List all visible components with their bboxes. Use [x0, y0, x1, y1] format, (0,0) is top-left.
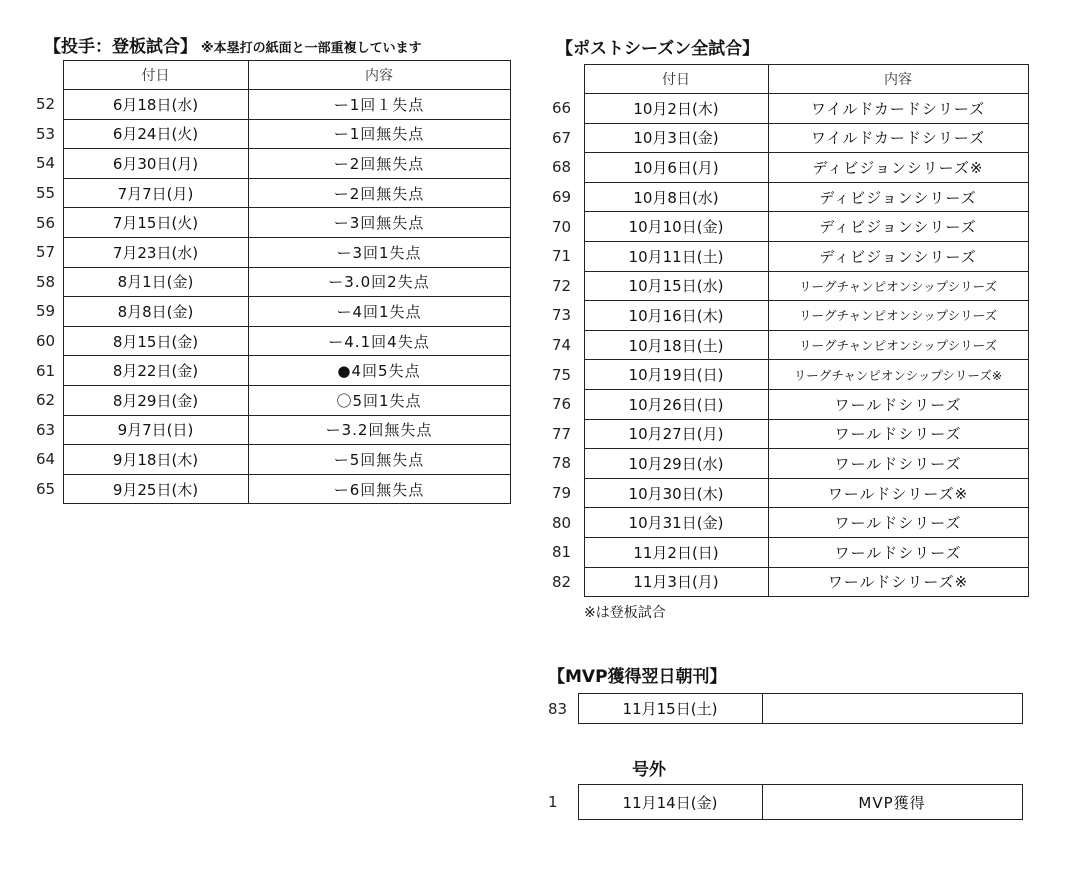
pitching-row-date: 8月29日(金) [63, 385, 248, 415]
postseason-row-content: リーグチャンピオンシップシリーズ [768, 271, 1028, 301]
postseason-row-content: ワールドシリーズ※ [768, 567, 1028, 597]
pitching-title-text: 【投手：登板試合】 [44, 37, 197, 57]
postseason-header-no [552, 65, 584, 94]
postseason-row [552, 182, 1028, 212]
extra-row [548, 785, 1022, 820]
postseason-row-content: リーグチャンピオンシップシリーズ※ [768, 360, 1028, 390]
pitching-row-date: 7月15日(火) [63, 208, 248, 238]
pitching-row-date: 6月30日(月) [63, 149, 248, 179]
pitching-row-content: ー3回無失点 [248, 208, 510, 238]
pitching-row [36, 326, 510, 356]
postseason-row-number: 74 [552, 336, 572, 355]
mvp-row [548, 694, 1022, 724]
postseason-row-date: 10月19日(日) [584, 360, 768, 390]
postseason-row-date: 10月8日(水) [584, 182, 768, 212]
postseason-header-content: 内容 [768, 65, 1028, 94]
pitching-row-content: ー2回無失点 [248, 178, 510, 208]
postseason-row [552, 567, 1028, 597]
postseason-row [552, 449, 1028, 479]
pitching-note: ※本塁打の紙面と一部重複しています [201, 41, 422, 56]
postseason-row-content: ディビジョンシリーズ [768, 241, 1028, 271]
postseason-row [552, 330, 1028, 360]
extra-row-number: 1 [548, 793, 558, 811]
postseason-row-number: 82 [552, 572, 572, 591]
pitching-row-content: ●4回5失点 [248, 356, 510, 386]
postseason-header-date: 付日 [584, 65, 768, 94]
postseason-row-content: リーグチャンピオンシップシリーズ [768, 301, 1028, 331]
postseason-row-number: 78 [552, 454, 572, 473]
pitching-row-content: ー3.0回2失点 [248, 267, 510, 297]
postseason-row-content: ディビジョンシリーズ [768, 212, 1028, 242]
mvp-title-text: 【MVP獲得翌日朝刊】 [548, 667, 727, 687]
pitching-row-content: ー4.1回4失点 [248, 326, 510, 356]
pitching-row [36, 385, 510, 415]
postseason-row-number: 79 [552, 484, 572, 503]
pitching-row [36, 356, 510, 386]
pitching-row-number: 54 [36, 154, 56, 173]
postseason-row-number: 71 [552, 247, 572, 266]
postseason-row-date: 10月30日(木) [584, 478, 768, 508]
pitching-row [36, 474, 510, 504]
postseason-row [552, 123, 1028, 153]
extra-row-date: 11月14日(金) [578, 785, 762, 820]
pitching-row-number: 65 [36, 480, 56, 499]
extra-row-content: MVP獲得 [762, 785, 1022, 820]
pitching-row-content: 〇5回1失点 [248, 385, 510, 415]
postseason-row-date: 10月6日(月) [584, 153, 768, 183]
pitching-table [36, 60, 511, 504]
postseason-row [552, 271, 1028, 301]
postseason-row-number: 68 [552, 158, 572, 177]
pitching-row-date: 8月8日(金) [63, 297, 248, 327]
pitching-row-number: 58 [36, 272, 56, 291]
postseason-row-date: 10月16日(木) [584, 301, 768, 331]
postseason-row [552, 153, 1028, 183]
pitching-row-number: 53 [36, 124, 56, 143]
postseason-row [552, 508, 1028, 538]
postseason-row-content: ワイルドカードシリーズ [768, 123, 1028, 153]
pitching-row-date: 9月18日(木) [63, 445, 248, 475]
pitching-row-date: 7月7日(月) [63, 178, 248, 208]
pitching-row-number: 59 [36, 302, 56, 321]
pitching-row-date: 8月15日(金) [63, 326, 248, 356]
postseason-row-content: ワールドシリーズ [768, 389, 1028, 419]
postseason-row [552, 419, 1028, 449]
postseason-row-date: 10月10日(金) [584, 212, 768, 242]
pitching-row [36, 445, 510, 475]
postseason-row-content: ワールドシリーズ※ [768, 478, 1028, 508]
pitching-row-content: ー1回無失点 [248, 119, 510, 149]
pitching-row [36, 178, 510, 208]
postseason-row [552, 301, 1028, 331]
postseason-row-content: ディビジョンシリーズ※ [768, 153, 1028, 183]
pitching-row [36, 237, 510, 267]
postseason-title [556, 34, 759, 59]
pitching-row-content: ー4回1失点 [248, 297, 510, 327]
pitching-row [36, 267, 510, 297]
postseason-row-content: ワールドシリーズ [768, 508, 1028, 538]
postseason-row-number: 73 [552, 306, 572, 325]
pitching-row-date: 9月7日(日) [63, 415, 248, 445]
pitching-row-content: ー3.2回無失点 [248, 415, 510, 445]
pitching-row-content: ー6回無失点 [248, 474, 510, 504]
pitching-row-date: 6月18日(水) [63, 90, 248, 120]
postseason-title-text: 【ポストシーズン全試合】 [556, 39, 760, 59]
mvp-row-number: 83 [548, 699, 568, 718]
postseason-footnote: ※は登板試合 [584, 605, 666, 621]
postseason-row-content: ワールドシリーズ [768, 537, 1028, 567]
pitching-header-date: 付日 [63, 61, 248, 90]
postseason-row [552, 537, 1028, 567]
mvp-title [548, 662, 727, 687]
pitching-row-date: 8月1日(金) [63, 267, 248, 297]
postseason-row-number: 80 [552, 513, 572, 532]
pitching-row-number: 62 [36, 391, 56, 410]
postseason-row-content: ワールドシリーズ [768, 419, 1028, 449]
postseason-row-date: 10月3日(金) [584, 123, 768, 153]
postseason-row-date: 10月18日(土) [584, 330, 768, 360]
postseason-row-number: 67 [552, 128, 572, 147]
postseason-row-content: リーグチャンピオンシップシリーズ [768, 330, 1028, 360]
pitching-header-content: 内容 [248, 61, 510, 90]
postseason-row-number: 75 [552, 365, 572, 384]
postseason-row-content: ワイルドカードシリーズ [768, 94, 1028, 124]
postseason-row-number: 81 [552, 543, 572, 562]
pitching-row-content: ー3回1失点 [248, 237, 510, 267]
postseason-row-number: 77 [552, 424, 572, 443]
pitching-row-number: 52 [36, 95, 56, 114]
pitching-row-date: 8月22日(金) [63, 356, 248, 386]
pitching-row-date: 9月25日(木) [63, 474, 248, 504]
postseason-row [552, 360, 1028, 390]
pitching-row-number: 63 [36, 420, 56, 439]
mvp-row-content [762, 694, 1022, 724]
pitching-row-number: 57 [36, 243, 56, 262]
pitching-header-no [36, 61, 63, 90]
extra-table [548, 784, 1023, 820]
postseason-row-date: 11月2日(日) [584, 537, 768, 567]
pitching-row [36, 149, 510, 179]
extra-title: 号外 [632, 760, 666, 780]
postseason-row-date: 10月2日(木) [584, 94, 768, 124]
postseason-row-number: 69 [552, 188, 572, 207]
postseason-row [552, 478, 1028, 508]
pitching-row-number: 60 [36, 332, 56, 351]
postseason-row-date: 11月3日(月) [584, 567, 768, 597]
pitching-row-number: 64 [36, 450, 56, 469]
pitching-row-content: ー5回無失点 [248, 445, 510, 475]
mvp-row-date: 11月15日(土) [578, 694, 762, 724]
postseason-row-date: 10月11日(土) [584, 241, 768, 271]
pitching-row [36, 90, 510, 120]
pitching-header-row [36, 61, 510, 90]
pitching-row-content: ー1回１失点 [248, 90, 510, 120]
postseason-row-number: 66 [552, 99, 572, 118]
postseason-header-row [552, 65, 1028, 94]
postseason-row [552, 241, 1028, 271]
pitching-row [36, 297, 510, 327]
postseason-row-number: 76 [552, 395, 572, 414]
postseason-row [552, 94, 1028, 124]
postseason-row-date: 10月15日(水) [584, 271, 768, 301]
postseason-table [552, 64, 1029, 597]
pitching-row-date: 7月23日(水) [63, 237, 248, 267]
postseason-row-date: 10月26日(日) [584, 389, 768, 419]
pitching-row [36, 208, 510, 238]
pitching-row-content: ー2回無失点 [248, 149, 510, 179]
pitching-row [36, 415, 510, 445]
postseason-row-content: ワールドシリーズ [768, 449, 1028, 479]
pitching-row [36, 119, 510, 149]
postseason-row [552, 212, 1028, 242]
pitching-row-number: 56 [36, 213, 56, 232]
postseason-row-number: 70 [552, 217, 572, 236]
pitching-row-number: 61 [36, 361, 56, 380]
mvp-table [548, 693, 1023, 724]
postseason-row [552, 389, 1028, 419]
pitching-title [44, 32, 422, 57]
pitching-row-date: 6月24日(火) [63, 119, 248, 149]
postseason-row-content: ディビジョンシリーズ [768, 182, 1028, 212]
postseason-row-number: 72 [552, 276, 572, 295]
pitching-row-number: 55 [36, 184, 56, 203]
postseason-row-date: 10月31日(金) [584, 508, 768, 538]
postseason-row-date: 10月27日(月) [584, 419, 768, 449]
postseason-row-date: 10月29日(水) [584, 449, 768, 479]
